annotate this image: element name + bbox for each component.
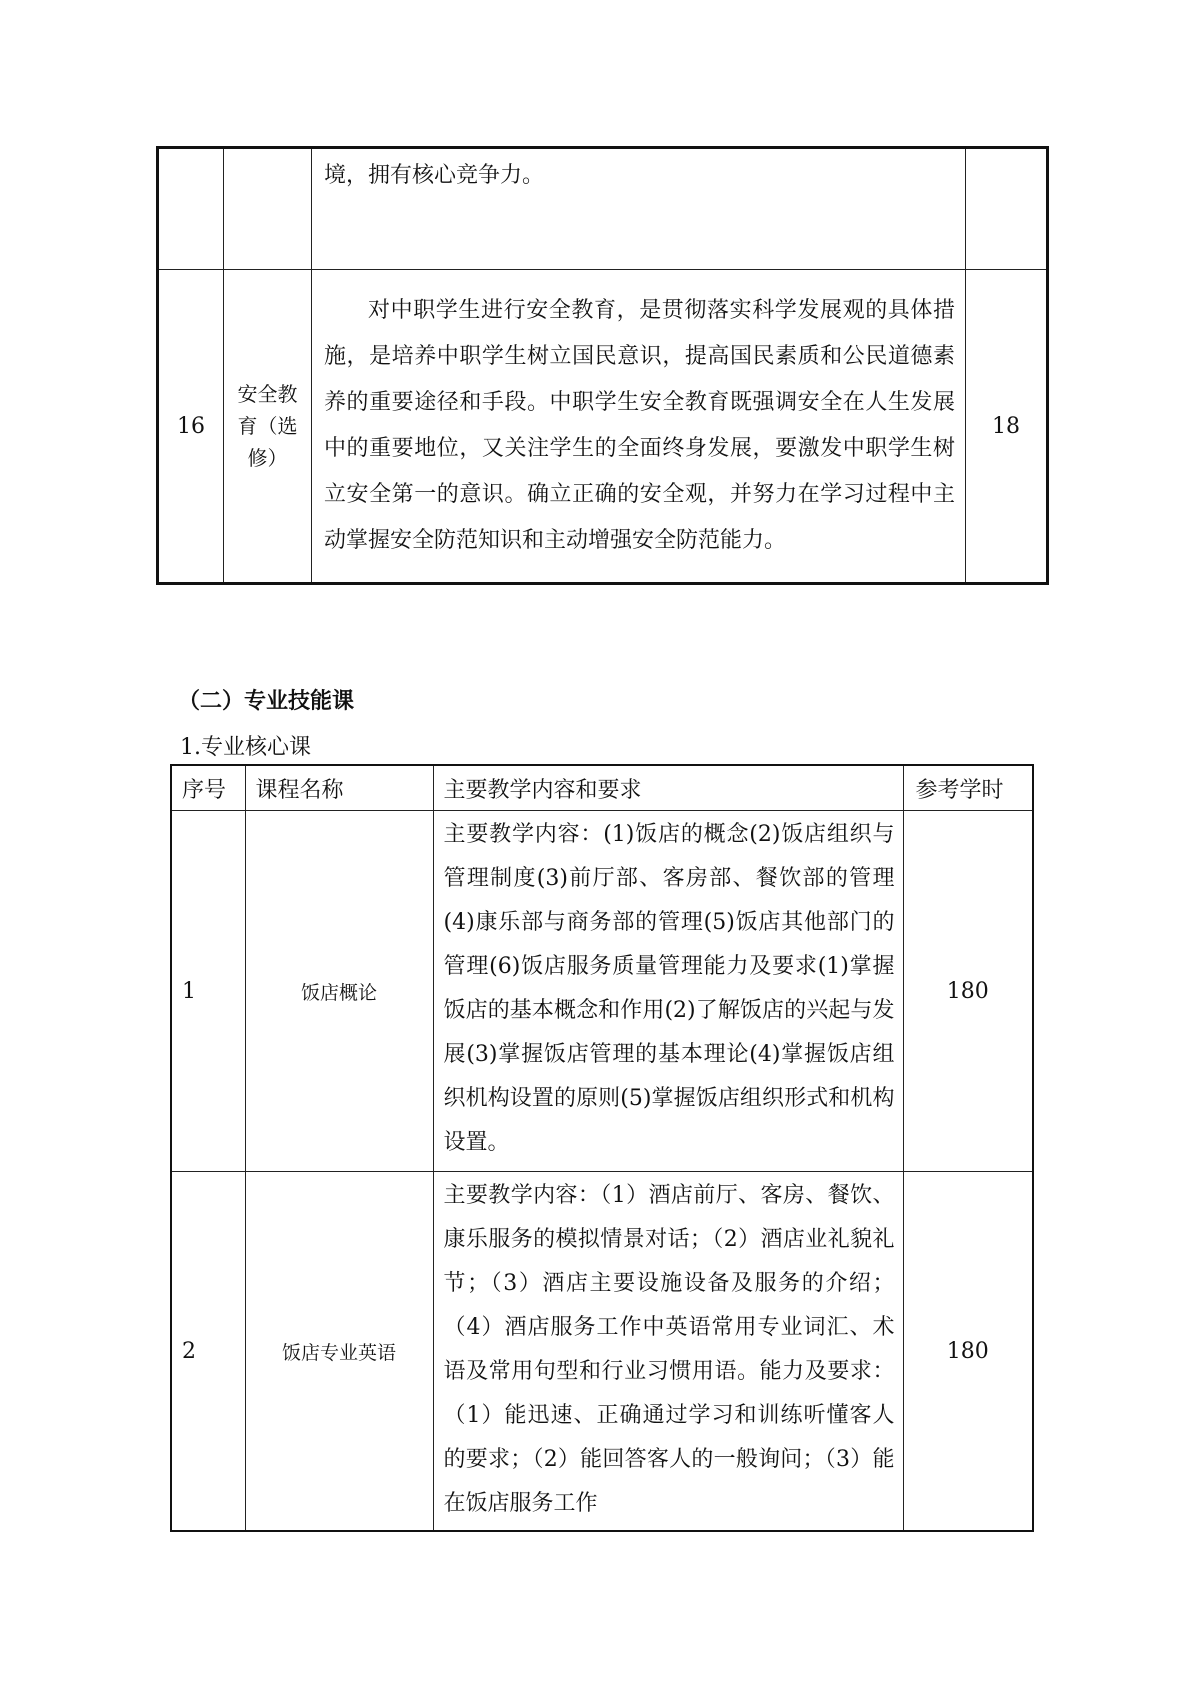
header-content: 主要教学内容和要求 xyxy=(433,765,903,811)
table-header-row xyxy=(171,765,1033,811)
core-course-table xyxy=(170,764,1034,1532)
row-number-cell: 1 xyxy=(171,811,245,1172)
row-number-cell xyxy=(158,148,224,270)
section-heading: （二）专业技能课 xyxy=(178,689,355,714)
row-number-cell: 2 xyxy=(171,1172,245,1532)
header-hours: 参考学时 xyxy=(903,765,1033,811)
course-description-cell: 境，拥有核心竞争力。 xyxy=(312,148,966,270)
row-number-cell: 16 xyxy=(158,270,224,584)
table-row xyxy=(158,270,1048,584)
header-number: 序号 xyxy=(171,765,245,811)
course-hours-cell xyxy=(966,148,1048,270)
course-description-cell: 对中职学生进行安全教育，是贯彻落实科学发展观的具体措施，是培养中职学生树立国民意识，提高国民素质和公民道德素养的重要途径和手段。中职学生安全教育既强调安全在人生发展中的重要地位，又关注学生的全面终身发展，要激发中职学生树立安全第一的意识。确立正确的安全观，并努力在学习过程中主动掌握安全防范知识和主动增强安全防范能力。 xyxy=(312,270,966,584)
course-name-cell: 饭店专业英语 xyxy=(245,1172,433,1532)
course-hours-cell: 180 xyxy=(903,811,1033,1172)
subsection-heading: 1.专业核心课 xyxy=(180,735,311,760)
course-hours-cell: 18 xyxy=(966,270,1048,584)
course-name-cell xyxy=(224,148,312,270)
table-row xyxy=(158,148,1048,270)
course-name-cell: 安全教育（选修） xyxy=(224,270,312,584)
table-row xyxy=(171,1172,1033,1532)
general-course-table-continued xyxy=(156,146,1049,585)
course-description-cell: 主要教学内容：（1）酒店前厅、客房、餐饮、康乐服务的模拟情景对话；（2）酒店业礼貌礼节；（3）酒店主要设施设备及服务的介绍；（4）酒店服务工作中英语常用专业词汇、术语及常用句型和行业习惯用语。能力及要求：（1）能迅速、正确通过学习和训练听懂客人的要求；（2）能回答客人的一般询问；（3）能在饭店服务工作 xyxy=(433,1172,903,1532)
header-course-name: 课程名称 xyxy=(245,765,433,811)
table-row xyxy=(171,811,1033,1172)
course-description-cell: 主要教学内容：(1)饭店的概念(2)饭店组织与管理制度(3)前厅部、客房部、餐饮部的管理(4)康乐部与商务部的管理(5)饭店其他部门的管理(6)饭店服务质量管理能力及要求(1)掌握饭店的基本概念和作用(2)了解饭店的兴起与发展(3)掌握饭店管理的基本理论(4)掌握饭店组织机构设置的原则(5)掌握饭店组织形式和机构设置。 xyxy=(433,811,903,1172)
course-name-cell: 饭店概论 xyxy=(245,811,433,1172)
course-hours-cell: 180 xyxy=(903,1172,1033,1532)
